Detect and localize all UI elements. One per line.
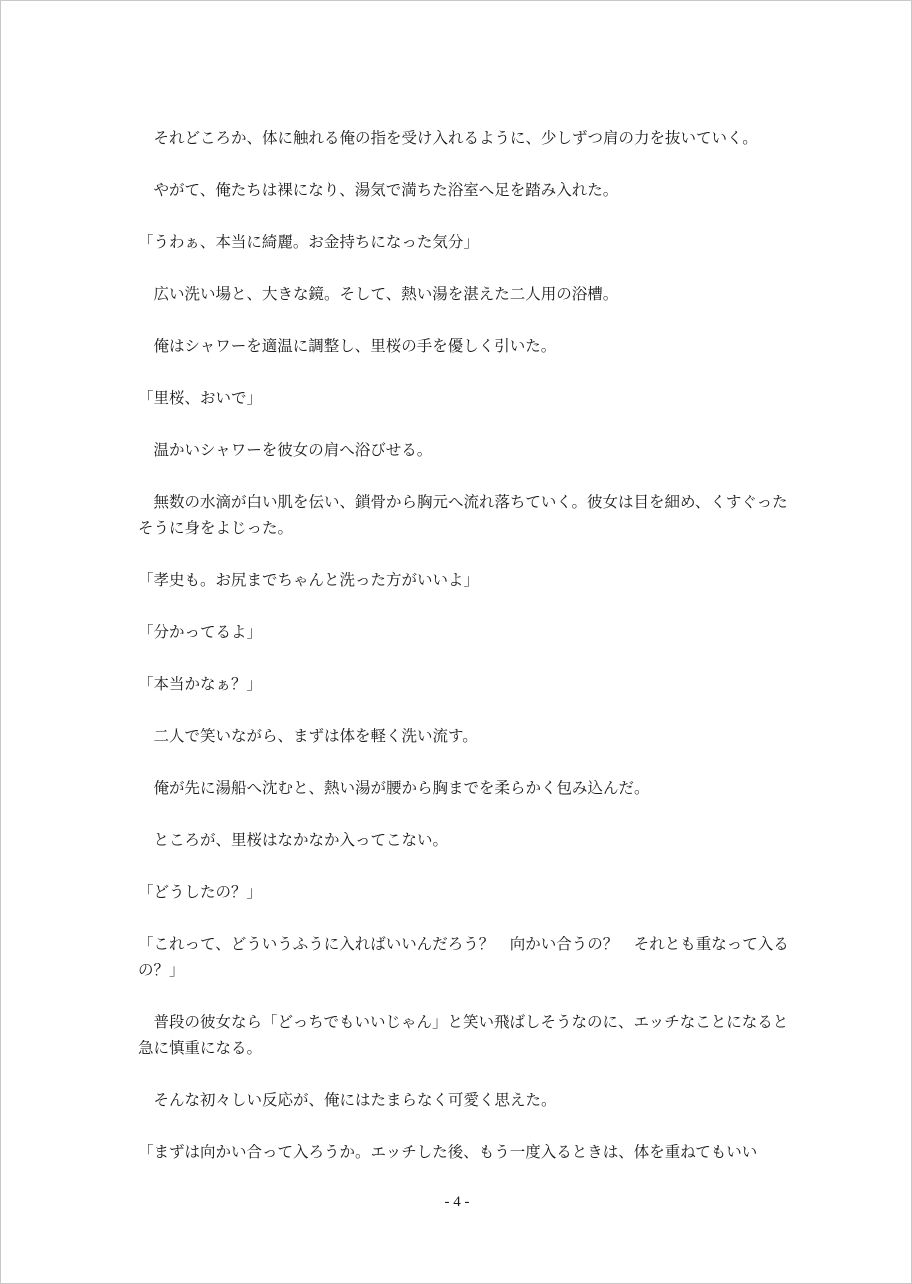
paragraph: 温かいシャワーを彼女の肩へ浴びせる。 xyxy=(153,441,433,459)
dialogue-line: 「孝史も。お尻までちゃんと洗った方がいいよ」 xyxy=(138,571,480,589)
dialogue-line: 「どうしたの？」 xyxy=(138,883,263,901)
paragraph: 俺はシャワーを適温に調整し、里桜の手を優しく引いた。 xyxy=(153,337,557,355)
dialogue-line: 「まずは向かい合って入ろうか。エッチした後、もう一度入るときは、体を重ねてもいい xyxy=(138,1143,758,1161)
dialogue-line: 「里桜、おいで」 xyxy=(138,389,263,407)
paragraph: 普段の彼女なら「どっちでもいいじゃん」と笑い飛ばしそうなのに、エッチなことになると急に慎重になる。 xyxy=(138,1013,789,1057)
paragraph: 二人で笑いながら、まずは体を軽く洗い流す。 xyxy=(153,727,478,745)
dialogue-line: 「これって、どういうふうに入ればいいんだろう？ 向かい合うの？ それとも重なって入るの？」 xyxy=(138,935,789,979)
paragraph: そんな初々しい反応が、俺にはたまらなく可愛く思えた。 xyxy=(153,1091,557,1109)
body-text xyxy=(138,125,792,1191)
paragraph: ところが、里桜はなかなか入ってこない。 xyxy=(153,831,449,849)
dialogue-line: 「うわぁ、本当に綺麗。お金持ちになった気分」 xyxy=(138,233,479,251)
paragraph: 俺が先に湯船へ沈むと、熱い湯が腰から胸までを柔らかく包み込んだ。 xyxy=(153,779,650,797)
paragraph: 広い洗い場と、大きな鏡。そして、熱い湯を湛えた二人用の浴槽。 xyxy=(153,285,619,303)
paragraph: それどころか、体に触れる俺の指を受け入れるように、少しずつ肩の力を抜いていく。 xyxy=(153,129,758,147)
paragraph: 無数の水滴が白い肌を伝い、鎖骨から胸元へ流れ落ちていく。彼女は目を細め、くすぐったそうに身をよじった。 xyxy=(138,493,788,537)
dialogue-line: 「本当かなぁ？」 xyxy=(138,675,263,693)
paragraph: やがて、俺たちは裸になり、湯気で満ちた浴室へ足を踏み入れた。 xyxy=(153,181,619,199)
page-number: - 4 - xyxy=(444,1194,470,1210)
dialogue-line: 「分かってるよ」 xyxy=(138,623,263,641)
